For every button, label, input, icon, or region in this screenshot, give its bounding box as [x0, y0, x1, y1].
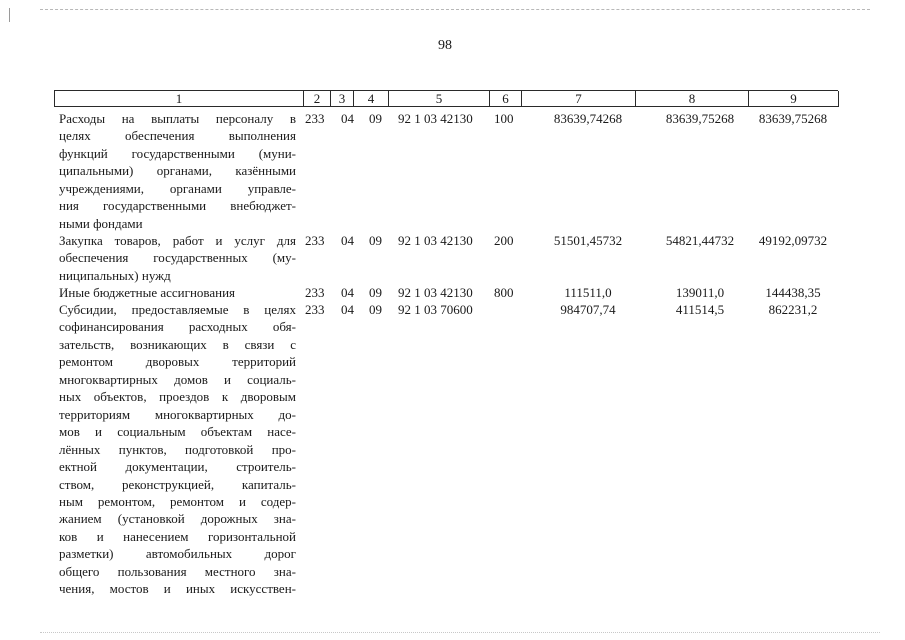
row-3-col-3: 04 [341, 285, 354, 300]
table-row-3-description [59, 284, 296, 301]
description-line: Иные бюджетные ассигнования [59, 285, 236, 300]
description-line: целях обеспечения выполнения [59, 128, 296, 144]
row-4-col-8: 411514,5 [675, 302, 725, 317]
description-line: Закупка товаров, работ и услуг для [59, 233, 296, 248]
row-1-col-3: 04 [341, 111, 354, 126]
header-col-7: 7 [522, 91, 636, 107]
row-1-col-6: 100 [494, 111, 514, 126]
description-line: Субсидии, предоставляемые в целях [59, 302, 296, 317]
description-line: зательств, возникающих в связи с [59, 336, 296, 352]
description-line: софинансирования расходных обя- [59, 319, 296, 335]
row-3-col-2: 233 [305, 285, 325, 300]
description-line: территориям многоквартирных до- [59, 406, 296, 422]
row-2-col-2: 233 [305, 233, 325, 248]
header-col-4: 4 [354, 91, 389, 107]
row-1-col-7: 83639,74268 [553, 111, 623, 126]
description-line: ством, реконструкцией, капиталь- [59, 476, 296, 492]
description-line: ектной документации, строитель- [59, 459, 296, 475]
row-1-col-5: 92 1 03 42130 [398, 111, 473, 126]
row-4-col-3: 04 [341, 302, 354, 317]
row-2-col-3: 04 [341, 233, 354, 248]
row-3-col-4: 09 [369, 285, 382, 300]
row-2-col-5: 92 1 03 42130 [398, 233, 473, 248]
row-3-col-5: 92 1 03 42130 [398, 285, 473, 300]
row-1-col-2: 233 [305, 111, 325, 126]
description-line: ков и нанесением горизонтальной [59, 528, 296, 544]
description-line: мов и социальным объектам насе- [59, 424, 296, 440]
description-line: ципальными) органами, казёнными [59, 163, 296, 179]
scan-edge-top [40, 9, 870, 10]
description-line: Расходы на выплаты персоналу в [59, 111, 296, 126]
description-line: жанием (установкой дорожных зна- [59, 511, 296, 527]
description-line: многоквартирных домов и социаль- [59, 371, 296, 387]
row-4-col-7: 984707,74 [560, 302, 616, 317]
row-1-col-4: 09 [369, 111, 382, 126]
row-2-col-9: 49192,09732 [758, 233, 828, 248]
row-2-col-7: 51501,45732 [553, 233, 623, 248]
row-2-col-8: 54821,44732 [665, 233, 735, 248]
header-col-5: 5 [389, 91, 490, 107]
row-3-col-8: 139011,0 [675, 285, 725, 300]
scan-edge-bottom [40, 632, 880, 633]
description-line: лённых пунктов, подготовкой про- [59, 441, 296, 457]
description-line: ремонтом дворовых территорий [59, 354, 296, 370]
row-3-col-7: 111511,0 [564, 285, 612, 300]
header-col-2: 2 [304, 91, 331, 107]
row-4-col-5: 92 1 03 70600 [398, 302, 473, 317]
description-line: функций государственными (муни- [59, 145, 296, 161]
header-col-1: 1 [55, 91, 304, 107]
description-line: ния государственными внебюджет- [59, 198, 296, 214]
row-1-col-9: 83639,75268 [758, 111, 828, 126]
row-4-col-2: 233 [305, 302, 325, 317]
header-col-6: 6 [490, 91, 522, 107]
description-line: учреждениями, органами управле- [59, 180, 296, 196]
header-col-8: 8 [636, 91, 749, 107]
table-row-4-description [59, 301, 296, 598]
description-line: чения, мостов и иных искусствен- [59, 581, 296, 597]
table-row-2-description [59, 232, 296, 284]
row-4-col-4: 09 [369, 302, 382, 317]
page-number: 98 [438, 38, 452, 53]
row-2-col-6: 200 [494, 233, 514, 248]
description-line: ниципальных) нужд [59, 267, 171, 283]
description-line: ным ремонтом, ремонтом и содер- [59, 493, 296, 509]
header-col-9: 9 [749, 91, 839, 107]
description-line: ных объектов, проездов к дворовым [59, 389, 296, 405]
description-line: обеспечения государственных (му- [59, 250, 296, 266]
row-4-col-9: 862231,2 [768, 302, 818, 317]
header-col-3: 3 [331, 91, 354, 107]
description-line: разметки) автомобильных дорог [59, 546, 296, 562]
description-line: общего пользования местного зна- [59, 563, 296, 579]
description-line: ными фондами [59, 215, 143, 231]
scan-edge-left [9, 8, 10, 22]
row-3-col-9: 144438,35 [765, 285, 821, 300]
row-2-col-4: 09 [369, 233, 382, 248]
table-header-row [54, 90, 838, 107]
table-row-1-description [59, 110, 296, 232]
row-3-col-6: 800 [494, 285, 514, 300]
row-1-col-8: 83639,75268 [665, 111, 735, 126]
